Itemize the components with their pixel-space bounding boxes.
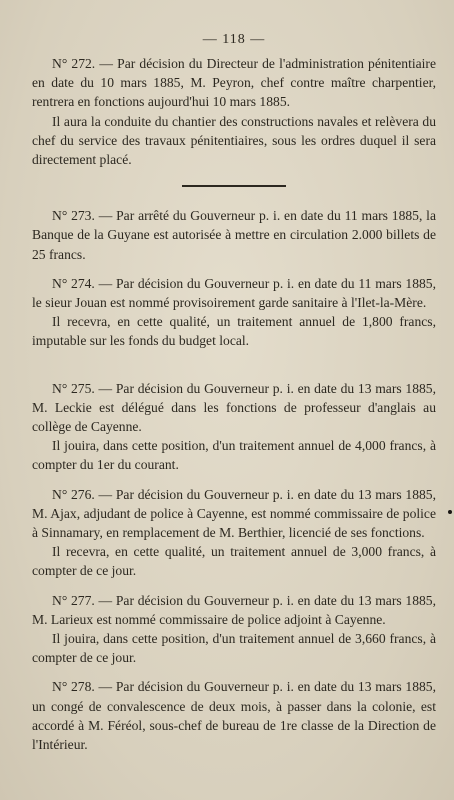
entry-274-p2: Il recevra, en cette qualité, un traitement annuel de 1,800 francs, imputable sur les fonds du budget local.	[32, 314, 436, 349]
entry-274-p1: N° 274. — Par décision du Gouverneur p. i. en date du 11 mars 1885, le sieur Jouan est nommé provisoirement garde sanitaire à l'Ilet-la-Mère.	[32, 275, 436, 311]
entry-276-p2: Il recevra, en cette qualité, un traitement annuel de 3,000 francs, à compter de ce jour.	[32, 544, 436, 579]
section-gap	[32, 351, 436, 379]
entry-277-p1: N° 277. — Par décision du Gouverneur p. i. en date du 13 mars 1885, M. Larieux est nommé commissaire de police adjoint à Cayenne.	[32, 592, 436, 627]
section-divider	[182, 185, 286, 187]
page-number: — 118 —	[202, 32, 266, 47]
entry-272-p1: N° 272. — Par décision du Directeur de l'administration pénitentiaire en date du 10 mars 1885, M. Peyron, chef contre maître charpentier, rentrera en fonctions aujourd'hui 10 mars 1885.	[32, 56, 436, 110]
entry-272-p2: Il aura la conduite du chantier des constructions navales et relèvera du chef du service des travaux pénitentiaires, sous les ordres duquel il sera directement placé.	[32, 113, 436, 168]
entry-277-p2: Il jouira, dans cette position, d'un traitement annuel de 3,660 francs, à compter de ce jour.	[32, 631, 436, 666]
entry-273-p1: N° 273. — Par arrêté du Gouverneur p. i. en date du 11 mars 1885, la Banque de la Guyane est autorisée à mettre en circulation 2.000 billets de 25 francs.	[32, 208, 436, 262]
entry-275-p2: Il jouira, dans cette position, d'un traitement annuel de 4,000 francs, à compter du 1er du courant.	[32, 438, 436, 473]
entry-276-p1: N° 276. — Par décision du Gouverneur p. i. en date du 13 mars 1885, M. Ajax, adjudant de police à Cayenne, est nommé commissaire de police à Sinnamary, en remplacement de M. Berthier, licencié de ses fonctions.	[32, 486, 436, 541]
margin-mark	[448, 510, 452, 514]
entry-275-p1: N° 275. — Par décision du Gouverneur p. i. en date du 13 mars 1885, M. Leckie est délégué dans les fonctions de professeur d'anglais au collège de Cayenne.	[32, 380, 436, 435]
entry-278-p1: N° 278. — Par décision du Gouverneur p. i. en date du 13 mars 1885, un congé de convalescence de deux mois, à passer dans la colonie, est accordé à M. Féréol, sous-chef de bureau de 1re classe de la Direction de l'Intérieur.	[32, 679, 436, 753]
